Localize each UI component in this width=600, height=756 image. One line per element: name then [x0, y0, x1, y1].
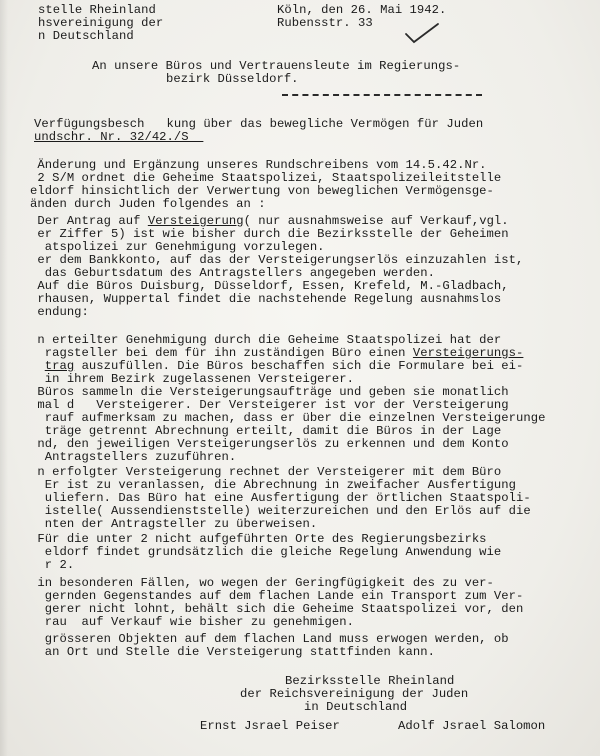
body-line: in ihrem Bezirk zugelassenen Versteigerer.: [30, 372, 355, 386]
scan-edge-shadow: [0, 0, 8, 756]
body-line: er Ziffer 5) ist wie bisher durch die Bezirksstelle der Geheimen: [30, 227, 509, 241]
body-line: uliefern. Das Büro hat eine Ausfertigung der örtlichen Staatspoli-: [30, 491, 531, 505]
subject-line-1: Verfügungsbesch kung über das bewegliche Vermögen für Juden: [34, 117, 484, 131]
body-line: n erfolgter Versteigerung rechnet der Versteigerer mit dem Büro: [30, 465, 502, 479]
body-line: nd, den jeweiligen Versteigerungserlös zu erkennen und dem Konto: [30, 437, 509, 451]
separator-dashed-line: [282, 94, 482, 96]
body-line: eldorf findet grundsätzlich die gleiche Regelung Anwendung wie: [30, 545, 502, 559]
body-line: Änderung und Ergänzung unseres Rundschreibens vom 14.5.42.Nr.: [30, 158, 487, 172]
letterhead-line-2: hsvereinigung der: [38, 16, 164, 30]
body-line: Auf die Büros Duisburg, Düsseldorf, Essen, Krefeld, M.-Gladbach,: [30, 279, 509, 293]
body-line: Antragstellers zuzuführen.: [30, 450, 237, 464]
body-line: 2 S/M ordnet die Geheime Staatspolizei, Staatspolizeileitstelle: [30, 171, 502, 185]
body-line: das Geburtsdatum des Antragstellers angegeben werden.: [30, 266, 436, 280]
signature-org-line-2: der Reichsvereinigung der Juden: [240, 687, 469, 701]
body-line: rau auf Verkauf wie bisher zu genehmigen.: [30, 615, 355, 629]
body-line: in besonderen Fällen, wo wegen der Geringfügigkeit des zu ver-: [30, 576, 494, 590]
body-line: an Ort und Stelle die Versteigerung stattfinden kann.: [30, 645, 436, 659]
body-line: rauf aufmerksam zu machen, dass er über die einzelnen Versteigerunge: [30, 411, 546, 425]
body-line: n erteilter Genehmigung durch die Geheime Staatspolizei hat der: [30, 333, 502, 347]
body-line: er dem Bankkonto, auf das der Versteigerungserlös einzuzahlen ist,: [30, 253, 524, 267]
body-line: nten der Antragsteller zu überweisen.: [30, 517, 318, 531]
street-address: Rubensstr. 33: [277, 16, 373, 30]
handwritten-check-mark-icon: [402, 22, 442, 46]
letterhead-line-3: n Deutschland: [38, 29, 134, 43]
body-line: ragsteller bei dem für ihn zuständigen Büro einen Versteigerungs-: [30, 346, 524, 360]
signature-org-line-3: in Deutschland: [304, 700, 408, 714]
body-line: atspolizei zur Genehmigung vorzulegen.: [30, 240, 325, 254]
signatory-left: Ernst Jsrael Peiser: [200, 719, 340, 733]
body-line: mal d Versteigerer. Der Versteigerer ist vor der Versteigerung: [30, 398, 509, 412]
body-line: r 2.: [30, 558, 75, 572]
body-line: istelle( Aussendienststelle) weiterzureichen und den Erlös auf die: [30, 504, 531, 518]
body-line: Er ist zu veranlassen, die Abrechnung in zweifacher Ausfertigung: [30, 478, 517, 492]
signature-org-line-1: Bezirksstelle Rheinland: [285, 674, 455, 688]
body-line: trag auszufüllen. Die Büros beschaffen sich die Formulare bei ei-: [44, 359, 524, 373]
signatory-right: Adolf Jsrael Salomon: [398, 719, 546, 733]
body-line: eldorf hinsichtlich der Verwertung von beweglichen Vermögensge-: [30, 184, 494, 198]
subject-line-2: undschr. Nr. 32/42./S: [34, 130, 204, 144]
addressee-line-1: An unsere Büros und Vertrauensleute im Regierungs-: [92, 59, 461, 73]
body-line: gerer nicht lohnt, behält sich die Geheime Staatspolizei vor, den: [30, 602, 524, 616]
letterhead-line-1: stelle Rheinland: [38, 3, 156, 17]
body-line: grösseren Objekten auf dem flachen Land muss erwogen werden, ob: [30, 632, 509, 646]
body-line: träge getrennt Abrechnung erteilt, damit die Büros in der Lage: [30, 424, 502, 438]
place-date: Köln, den 26. Mai 1942.: [277, 3, 447, 17]
body-line: änden durch Juden folgendes an :: [30, 197, 266, 211]
body-line: rhausen, Wuppertal findet die nachstehende Regelung ausnahmslos: [30, 292, 502, 306]
body-line: gernden Gegenstandes auf dem flachen Lande ein Transport zum Ver-: [30, 589, 524, 603]
body-line: Für die unter 2 nicht aufgeführten Orte des Regierungsbezirks: [30, 532, 487, 546]
body-line: endung:: [30, 305, 89, 319]
addressee-line-2: bezirk Düsseldorf.: [166, 72, 299, 86]
body-line: Der Antrag auf Versteigerung( nur ausnahmsweise auf Verkauf,vgl.: [30, 214, 509, 228]
body-line: Büros sammeln die Versteigerungsaufträge und geben sie monatlich: [30, 385, 509, 399]
